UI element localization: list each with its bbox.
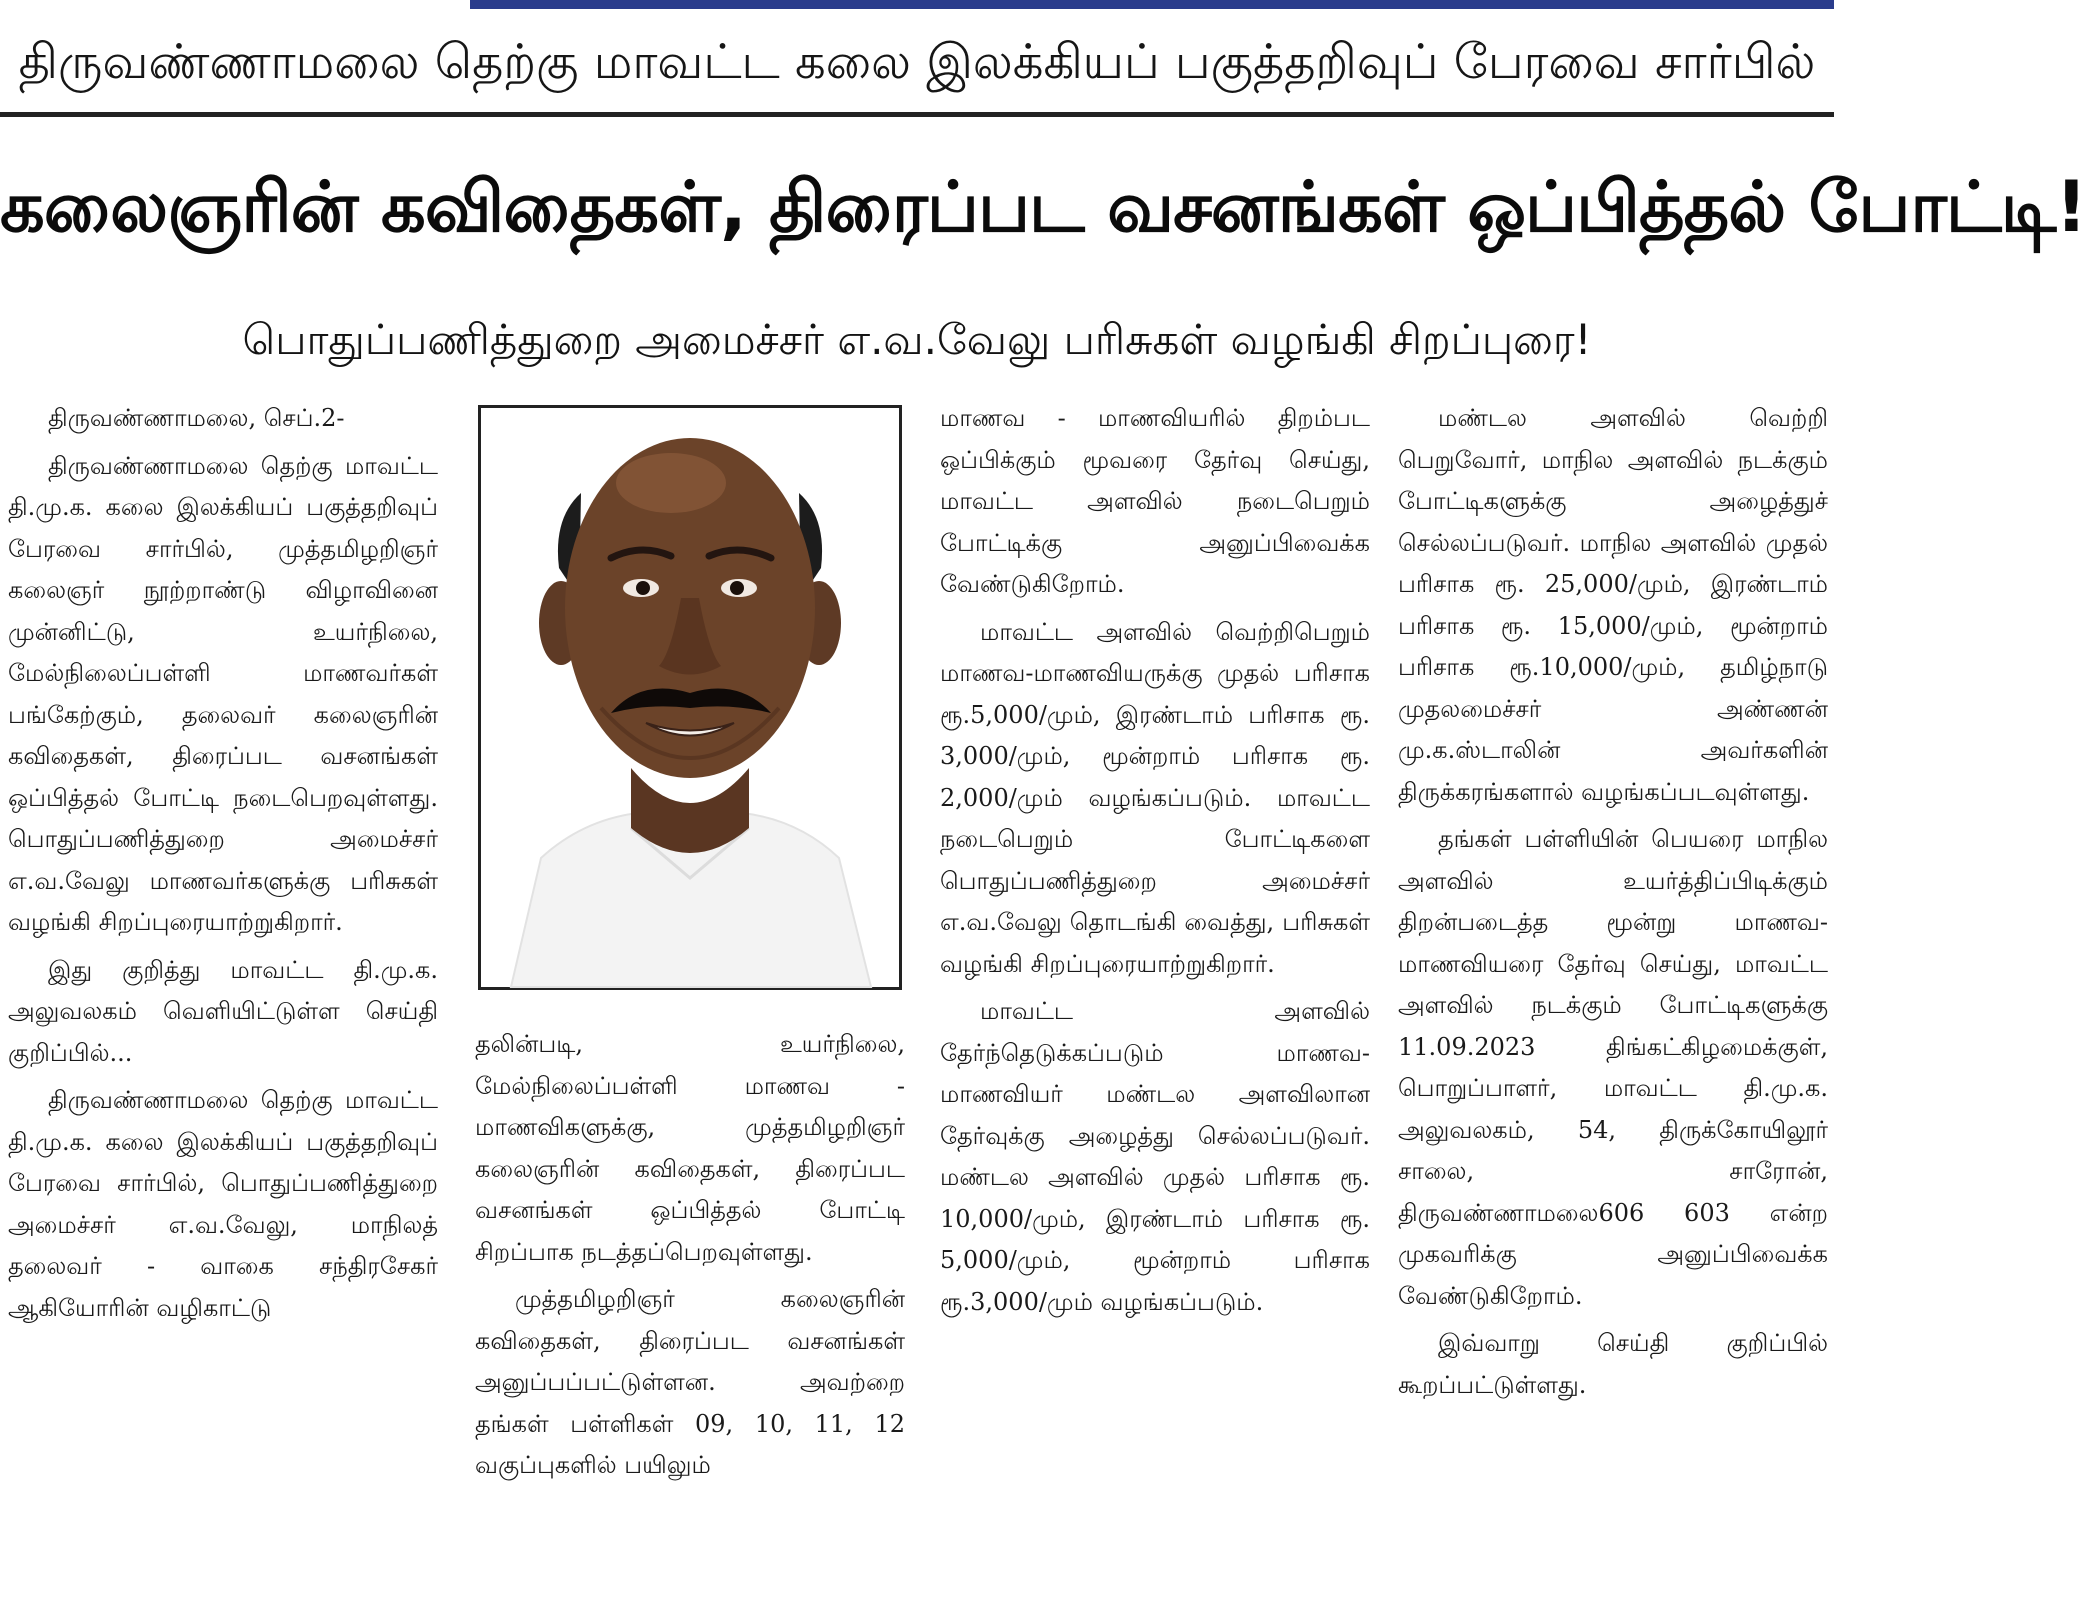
paragraph: முத்தமிழறிஞர் கலைஞரின் கவிதைகள், திரைப்பட வசனங்கள் அனுப்பப்பட்டுள்ளன. அவற்றை தங்கள் பள்ளிகள் 09, 10, 11, 12 வகுப்புகளில் பயிலும் — [475, 1285, 905, 1479]
paragraph: தங்கள் பள்ளியின் பெயரை மாநில அளவில் உயர்த்திப்பிடிக்கும் திறன்படைத்த மூன்று மாணவ-மாணவியரை தேர்வு செய்து, மாவட்ட அளவில் நடக்கும் போட்டிகளுக்கு 11.09.2023 திங்கட்கிழமைக்குள், பொறுப்பாளர், மாவட்ட தி.மு.க. அலுவலகம், 54, திருக்கோயிலூர் சாலை, சாரோன், திருவண்ணாமலை606 603 என்ற முகவரிக்கு அனுப்பிவைக்க வேண்டுகிறோம். — [1398, 825, 1828, 1310]
subheadline: பொதுப்பணித்துறை அமைச்சர் எ.வ.வேலு பரிசுகள் வழங்கி சிறப்புரை! — [242, 315, 1592, 364]
dateline: திருவண்ணாமலை, செப்.2- — [48, 404, 345, 432]
portrait-photo — [478, 405, 902, 990]
paragraph: இவ்வாறு செய்தி குறிப்பில் கூறப்பட்டுள்ளது. — [1398, 1329, 1828, 1399]
kicker-line: திருவண்ணாமலை தெற்கு மாவட்ட கலை இலக்கியப் பகுத்தறிவுப் பேரவை சார்பில் — [18, 34, 1816, 90]
header-rule — [0, 112, 1834, 117]
article-column-3 — [940, 398, 1370, 1598]
portrait-illustration — [481, 408, 899, 987]
paragraph: மாவட்ட அளவில் வெற்றிபெறும் மாணவ-மாணவியருக்கு முதல் பரிசாக ரூ.5,000/மும், இரண்டாம் பரிசாக ரூ. 3,000/மும், மூன்றாம் பரிசாக ரூ. 2,000/மும் வழங்கப்படும். மாவட்ட நடைபெறும் போட்டிகளை பொதுப்பணித்துறை அமைச்சர் எ.வ.வேலு தொடங்கி வைத்து, பரிசுகள் வழங்கி சிறப்புரையாற்றுகிறார். — [940, 617, 1370, 978]
paragraph: மாணவ - மாணவியரில் திறம்பட ஒப்பிக்கும் மூவரை தேர்வு செய்து, மாவட்ட அளவில் நடைபெறும் போட்டிக்கு அனுப்பிவைக்க வேண்டுகிறோம். — [940, 404, 1370, 598]
paragraph: மண்டல அளவில் வெற்றி பெறுவோர், மாநில அளவில் நடக்கும் போட்டிகளுக்கு அழைத்துச் செல்லப்படுவர். மாநில அளவில் முதல் பரிசாக ரூ. 25,000/மும், இரண்டாம் பரிசாக ரூ. 15,000/மும், மூன்றாம் பரிசாக ரூ.10,000/மும், தமிழ்நாடு முதலமைச்சர் அண்ணன் மு.க.ஸ்டாலின் அவர்களின் திருக்கரங்களால் வழங்கப்படவுள்ளது. — [1398, 404, 1828, 806]
paragraph: திருவண்ணாமலை தெற்கு மாவட்ட தி.மு.க. கலை இலக்கியப் பகுத்தறிவுப் பேரவை சார்பில், பொதுப்பணித்துறை அமைச்சர் எ.வ.வேலு, மாநிலத் தலைவர் - வாகை சந்திரசேகர் ஆகியோரின் வழிகாட்டு — [8, 1086, 438, 1322]
article-column-4 — [1398, 398, 1828, 1598]
paragraph: இது குறித்து மாவட்ட தி.மு.க. அலுவலகம் வெளியிட்டுள்ள செய்தி குறிப்பில்... — [8, 955, 438, 1067]
article-column-2 — [475, 1024, 905, 1598]
article-column-1 — [8, 398, 438, 1598]
paragraph: திருவண்ணாமலை தெற்கு மாவட்ட தி.மு.க. கலை இலக்கியப் பகுத்தறிவுப் பேரவை சார்பில், முத்தமிழறிஞர் கலைஞர் நூற்றாண்டு விழாவினை முன்னிட்டு, உயர்நிலை, மேல்நிலைப்பள்ளி மாணவர்கள் பங்கேற்கும், தலைவர் கலைஞரின் கவிதைகள், திரைப்பட வசனங்கள் ஒப்பித்தல் போட்டி நடைபெறவுள்ளது. பொதுப்பணித்துறை அமைச்சர் எ.வ.வேலு மாணவர்களுக்கு பரிசுகள் வழங்கி சிறப்புரையாற்றுகிறார். — [8, 451, 438, 936]
paragraph: தலின்படி, உயர்நிலை, மேல்நிலைப்பள்ளி மாணவ - மாணவிகளுக்கு, முத்தமிழறிஞர் கலைஞரின் கவிதைகள், திரைப்பட வசனங்கள் ஒப்பித்தல் போட்டி சிறப்பாக நடத்தப்பெறவுள்ளது. — [475, 1030, 905, 1266]
paragraph: மாவட்ட அளவில் தேர்ந்தெடுக்கப்படும் மாணவ-மாணவியர் மண்டல அளவிலான தேர்வுக்கு அழைத்து செல்லப்படுவர். மண்டல அளவில் முதல் பரிசாக ரூ. 10,000/மும், இரண்டாம் பரிசாக ரூ. 5,000/மும், மூன்றாம் பரிசாக ரூ.3,000/மும் வழங்கப்படும். — [940, 997, 1370, 1316]
top-color-bar — [470, 0, 1834, 9]
headline: கலைஞரின் கவிதைகள், திரைப்பட வசனங்கள் ஒப்பித்தல் போட்டி! — [0, 166, 2086, 248]
